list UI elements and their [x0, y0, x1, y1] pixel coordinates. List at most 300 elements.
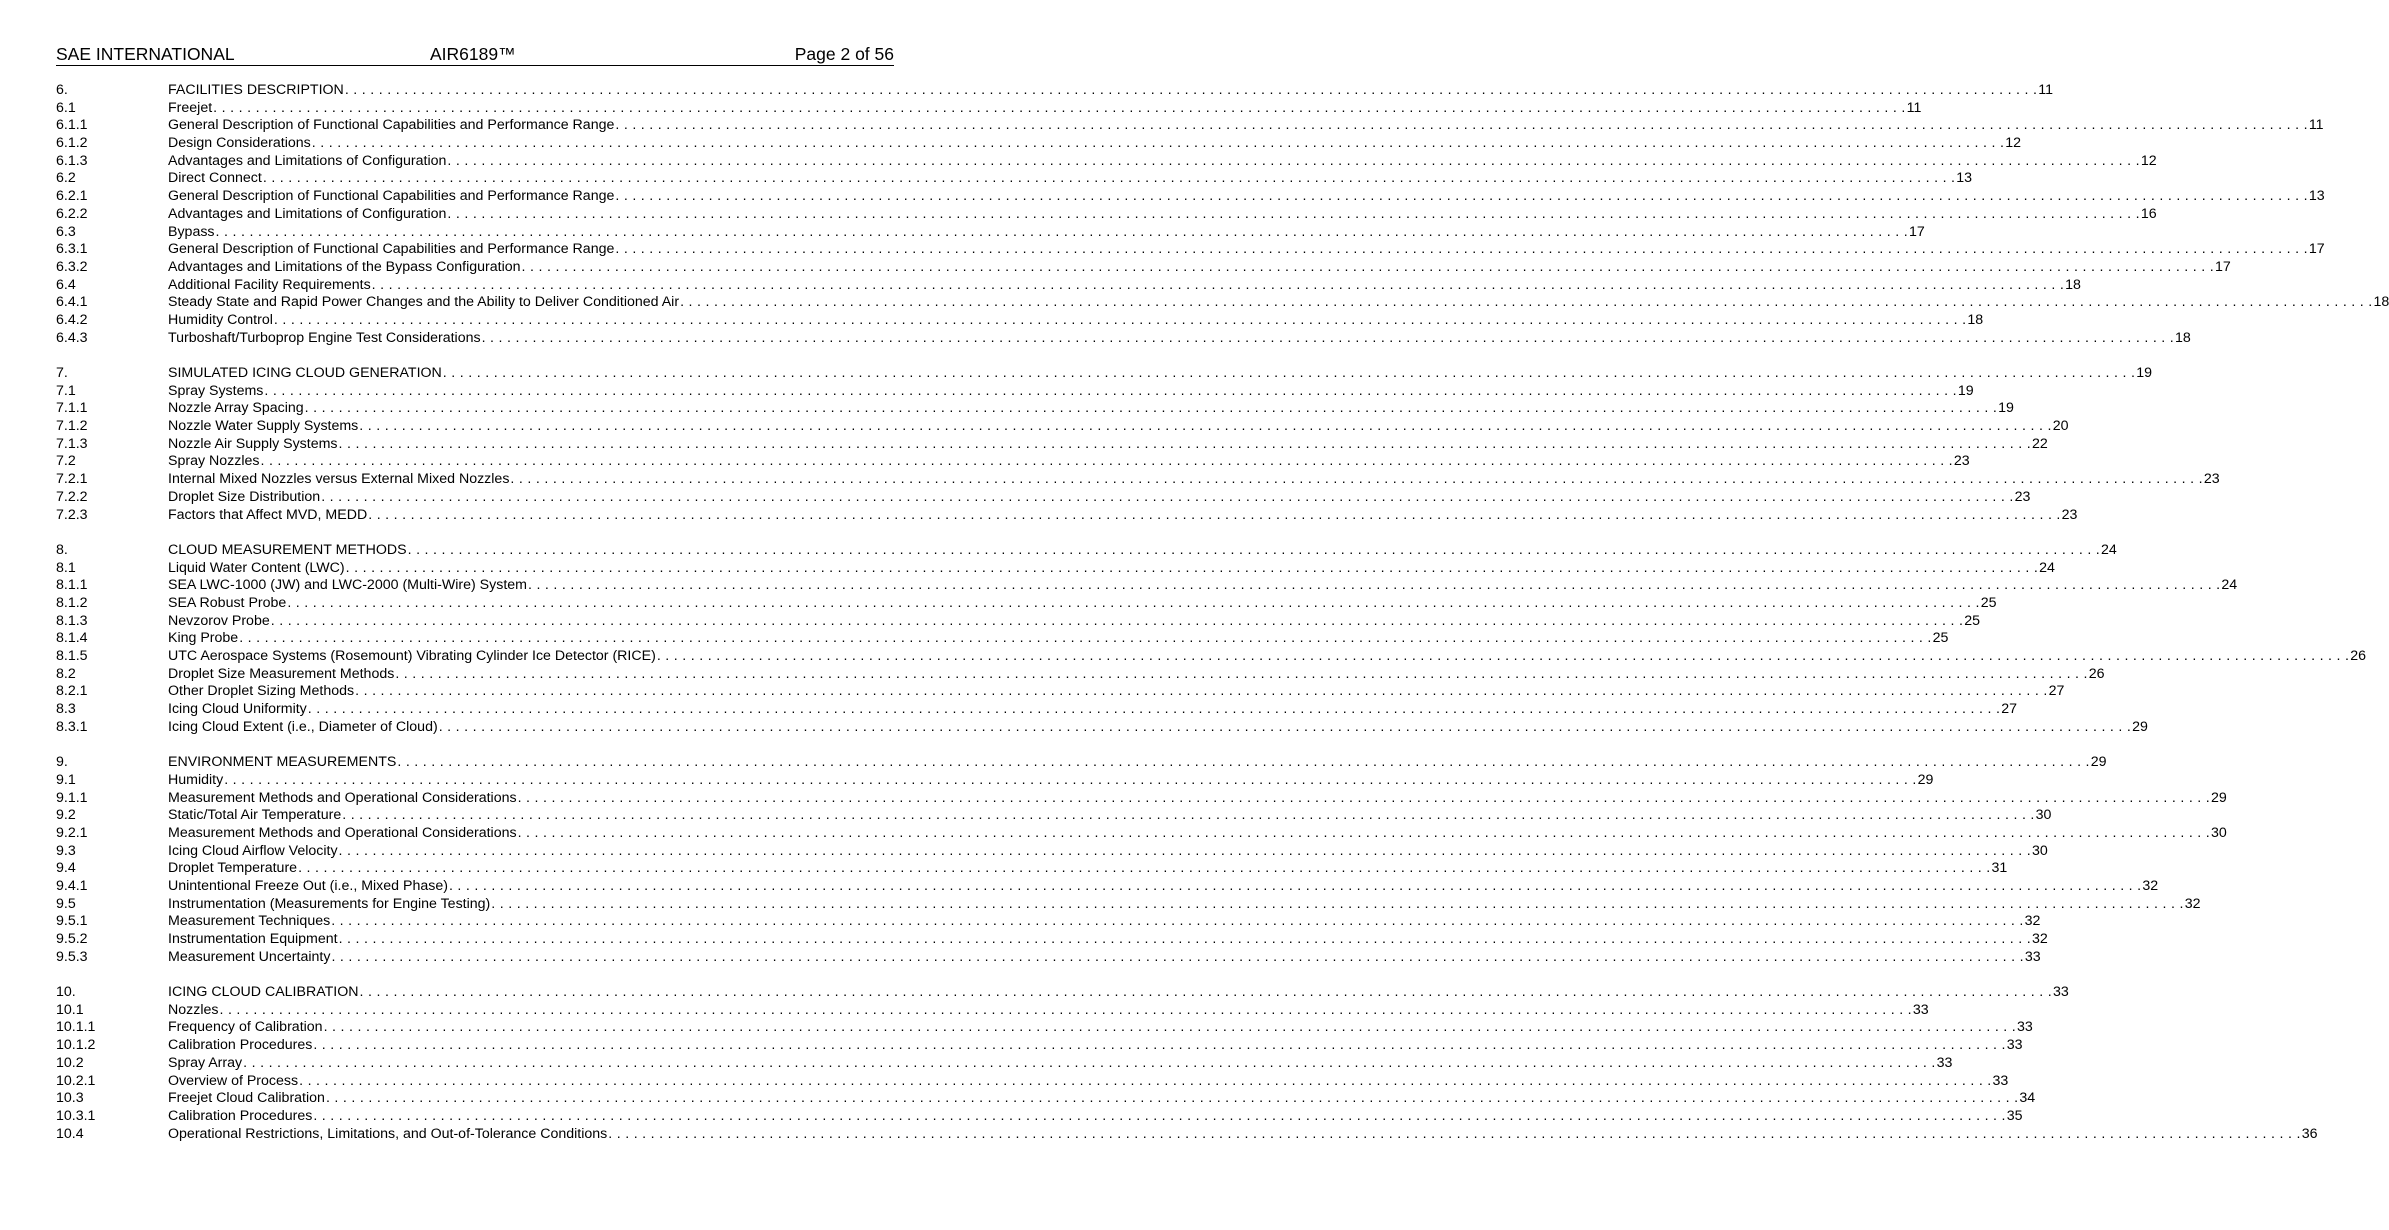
toc-entry[interactable]: [56, 1001, 1929, 1020]
toc-entry-page-number[interactable]: 20: [2052, 418, 2069, 435]
toc-entry-title[interactable]: Droplet Size Measurement Methods: [168, 665, 395, 682]
toc-entry[interactable]: [56, 400, 2014, 418]
toc-entry-title[interactable]: Instrumentation Equipment: [168, 931, 338, 947]
toc-entry[interactable]: [56, 913, 2041, 931]
toc-entry-title[interactable]: Additional Facility Requirements: [168, 276, 371, 293]
toc-entry[interactable]: [56, 594, 1997, 613]
dot-leader: . . . . . . . . . . . . . . . . . . . . . . . . . . . . . . . . . . . . . . . . . . . . . . . . . . . . . . . . . . . . . . . . . . . . . . . . . . . . . . . . . . . . . . . . . . . . . . . . . . . . . . . . . . . . . . . . . . . . . . . . . . . . . . . . . . . . . . . . . . . . . . . . . . . . . . . . . . . . . . . . . . . . . . . . . . . . . . . . . . . . . . . . . . . . . . . . . . . . . . . .: [298, 860, 1991, 877]
toc-entry-title[interactable]: Freejet Cloud Calibration: [168, 1090, 325, 1107]
toc-entry-page-number[interactable]: 29: [1917, 771, 1934, 788]
toc-entry-number: 10.3.1: [56, 1107, 96, 1124]
dot-leader: . . . . . . . . . . . . . . . . . . . . . . . . . . . . . . . . . . . . . . . . . . . . . . . . . . . . . . . . . . . . . . . . . . . . . . . . . . . . . . . . . . . . . . . . . . . . . . . . . . . . . . . . . . . . . . . . . . . . . . . . . . . . . . . . . . . . . . . . . . . . . . . . . . . . . . . . . . . . . . . . . . . . . . . . . . . . . . . . . . . . . . . . . . . . . . . . . . . . . . . .: [260, 453, 1953, 470]
dot-leader: . . . . . . . . . . . . . . . . . . . . . . . . . . . . . . . . . . . . . . . . . . . . . . . . . . . . . . . . . . . . . . . . . . . . . . . . . . . . . . . . . . . . . . . . . . . . . . . . . . . . . . . . . . . . . . . . . . . . . . . . . . . . . . . . . . . . . . . . . . . . . . . . . . . . . . . . . . . . . . . . . . . . . . . . . . . . . . . . . . . . . . . . . . . . . . . . . . . . . . . .: [368, 506, 2061, 523]
toc-entry-line: [168, 365, 2153, 383]
toc-entry-line: [168, 188, 2325, 206]
toc-entry-line: [168, 294, 2389, 312]
toc-entry-line: [168, 1054, 1953, 1073]
toc-entry-title[interactable]: Measurement Techniques: [168, 913, 331, 930]
toc-entry[interactable]: [56, 1054, 1953, 1073]
dot-leader: . . . . . . . . . . . . . . . . . . . . . . . . . . . . . . . . . . . . . . . . . . . . . . . . . . . . . . . . . . . . . . . . . . . . . . . . . . . . . . . . . . . . . . . . . . . . . . . . . . . . . . . . . . . . . . . . . . . . . . . . . . . . . . . . . . . . . . . . . . . . . . . . . . . . . . . . . . . . . . . . . . . . . . . . . . . . . . . . . . . . . . . . . . . . . . . . . . . . . . . .: [517, 789, 2211, 806]
toc-entry-page-number[interactable]: 23: [2014, 488, 2031, 505]
toc-entry-title[interactable]: Static/Total Air Temperature: [168, 807, 342, 824]
dot-leader: . . . . . . . . . . . . . . . . . . . . . . . . . . . . . . . . . . . . . . . . . . . . . . . . . . . . . . . . . . . . . . . . . . . . . . . . . . . . . . . . . . . . . . . . . . . . . . . . . . . . . . . . . . . . . . . . . . . . . . . . . . . . . . . . . . . . . . . . . . . . . . . . . . . . . . . . . . . . . . . . . . . . . . . . . . . . . . . . . . . . . . . . . . . . . . . . . . . . . . . .: [219, 1001, 1912, 1018]
toc-entry[interactable]: [56, 860, 2008, 878]
toc-entry-page-number[interactable]: 36: [2301, 1125, 2318, 1142]
toc-entry-line: [168, 630, 1949, 648]
toc-entry-line: [168, 612, 1980, 631]
toc-entry-page-number[interactable]: 17: [2215, 258, 2231, 275]
toc-entry-page-number[interactable]: 35: [2006, 1107, 2023, 1124]
toc-entry[interactable]: [56, 152, 2157, 171]
toc-entry-number: 8.: [56, 541, 68, 558]
dot-leader: . . . . . . . . . . . . . . . . . . . . . . . . . . . . . . . . . . . . . . . . . . . . . . . . . . . . . . . . . . . . . . . . . . . . . . . . . . . . . . . . . . . . . . . . . . . . . . . . . . . . . . . . . . . . . . . . . . . . . . . . . . . . . . . . . . . . . . . . . . . . . . . . . . . . . . . . . . . . . . . . . . . . . . . . . . . . . . . . . . . . . . . . . . . . . . . . . . . . . . . .: [359, 984, 2052, 1001]
toc-entry-page-number[interactable]: 25: [1964, 612, 1980, 629]
toc-entry-title[interactable]: Instrumentation (Measurements for Engine Testing): [168, 895, 491, 912]
toc-entry[interactable]: [56, 948, 2041, 967]
toc-entry-number: 8.3.1: [56, 718, 88, 735]
toc-entry[interactable]: [56, 771, 1934, 790]
toc-entry-title[interactable]: General Description of Functional Capabilities and Performance Range: [168, 117, 615, 134]
dot-leader: . . . . . . . . . . . . . . . . . . . . . . . . . . . . . . . . . . . . . . . . . . . . . . . . . . . . . . . . . . . . . . . . . . . . . . . . . . . . . . . . . . . . . . . . . . . . . . . . . . . . . . . . . . . . . . . . . . . . . . . . . . . . . . . . . . . . . . . . . . . . . . . . . . . . . . . . . . . . . . . . . . . . . . . . . . . . . . . . . . . . . . . . . . . . . . . . . . . . . . . .: [313, 1107, 2006, 1124]
toc-entry-number: 7.: [56, 365, 68, 381]
toc-entry-title[interactable]: Humidity: [168, 771, 224, 788]
toc-entry-page-number[interactable]: 12: [2005, 135, 2021, 152]
toc-entry-page-number[interactable]: 33: [2052, 984, 2069, 1001]
toc-entry-title[interactable]: Turboshaft/Turboprop Engine Test Considerations: [168, 329, 481, 346]
toc-entry[interactable]: [56, 117, 2324, 135]
dot-leader: . . . . . . . . . . . . . . . . . . . . . . . . . . . . . . . . . . . . . . . . . . . . . . . . . . . . . . . . . . . . . . . . . . . . . . . . . . . . . . . . . . . . . . . . . . . . . . . . . . . . . . . . . . . . . . . . . . . . . . . . . . . . . . . . . . . . . . . . . . . . . . . . . . . . . . . . . . . . . . . . . . . . . . . . . . . . . . . . . . . . . . . . . . . . . . . . . . . . . . . .: [311, 135, 2005, 152]
toc-entry-line: [168, 135, 2021, 153]
toc-entry-line: [168, 1090, 2036, 1108]
toc-entry-title[interactable]: Nozzle Water Supply Systems: [168, 418, 359, 435]
toc-entry-title[interactable]: Icing Cloud Uniformity: [168, 701, 307, 718]
toc-entry[interactable]: [56, 559, 2055, 578]
dot-leader: . . . . . . . . . . . . . . . . . . . . . . . . . . . . . . . . . . . . . . . . . . . . . . . . . . . . . . . . . . . . . . . . . . . . . . . . . . . . . . . . . . . . . . . . . . . . . . . . . . . . . . . . . . . . . . . . . . . . . . . . . . . . . . . . . . . . . . . . . . . . . . . . . . . . . . . . . . . . . . . . . . . . . . . . . . . . . . . . . . . . . . . . . . . . . . . . . . . . . . . .: [397, 754, 2090, 771]
toc-entry[interactable]: [56, 205, 2157, 224]
toc-entry-title[interactable]: General Description of Functional Capabilities and Performance Range: [168, 188, 615, 205]
toc-entry-number: 7.2.1: [56, 471, 88, 488]
toc-entry-line: [168, 913, 2041, 931]
toc-entry-page-number[interactable]: 24: [2101, 541, 2117, 558]
toc-entry-number: 10.3: [56, 1090, 84, 1107]
toc-entry[interactable]: [56, 984, 2069, 1002]
toc-entry-number: 6.2.2: [56, 205, 88, 222]
toc-entry-line: [168, 1107, 2023, 1126]
toc-section: [56, 541, 2367, 737]
dot-leader: . . . . . . . . . . . . . . . . . . . . . . . . . . . . . . . . . . . . . . . . . . . . . . . . . . . . . . . . . . . . . . . . . . . . . . . . . . . . . . . . . . . . . . . . . . . . . . . . . . . . . . . . . . . . . . . . . . . . . . . . . . . . . . . . . . . . . . . . . . . . . . . . . . . . . . . . . . . . . . . . . . . . . . . . . . . . . . . . . . . . . . . . . . . . . . . . . . . . . . . .: [262, 170, 1956, 187]
toc-entry-number: 9.5.1: [56, 913, 88, 930]
toc-entry[interactable]: [56, 418, 2069, 436]
toc-entry-title[interactable]: Freejet: [168, 99, 213, 116]
toc-entry[interactable]: [56, 683, 2065, 701]
toc-entry-page-number[interactable]: 22: [2031, 435, 2048, 452]
toc-entry-number: 9.2.1: [56, 824, 88, 841]
toc-entry[interactable]: [56, 188, 2325, 206]
dot-leader: . . . . . . . . . . . . . . . . . . . . . . . . . . . . . . . . . . . . . . . . . . . . . . . . . . . . . . . . . . . . . . . . . . . . . . . . . . . . . . . . . . . . . . . . . . . . . . . . . . . . . . . . . . . . . . . . . . . . . . . . . . . . . . . . . . . . . . . . . . . . . . . . . . . . . . . . . . . . . . . . . . . . . . . . . . . . . . . . . . . . . . . . . . . . . . . . . . . . . . . .: [213, 99, 1906, 116]
toc-entry-number: 10.2.1: [56, 1072, 96, 1089]
toc-entry-title[interactable]: Nozzle Array Spacing: [168, 400, 304, 417]
toc-entry-page-number[interactable]: 29: [2211, 789, 2227, 806]
toc-entry-page-number[interactable]: 17: [2308, 241, 2325, 258]
toc-entry-number: 7.2: [56, 453, 76, 470]
toc-entry-number: 6.2.1: [56, 188, 88, 205]
dot-leader: . . . . . . . . . . . . . . . . . . . . . . . . . . . . . . . . . . . . . . . . . . . . . . . . . . . . . . . . . . . . . . . . . . . . . . . . . . . . . . . . . . . . . . . . . . . . . . . . . . . . . . . . . . . . . . . . . . . . . . . . . . . . . . . . . . . . . . . . . . . . . . . . . . . . . . . . . . . . . . . . . . . . . . . . . . . . . . . . . . . . . . . . . . . . . . . . . . . . . . . .: [304, 400, 1998, 417]
toc-entry-number: 6.4.3: [56, 329, 88, 346]
toc-entry[interactable]: [56, 612, 1980, 631]
toc-entry-number: 9.5: [56, 895, 76, 912]
toc-entry-line: [168, 984, 2069, 1002]
toc-entry-page-number[interactable]: 18: [1967, 311, 1984, 328]
dot-leader: . . . . . . . . . . . . . . . . . . . . . . . . . . . . . . . . . . . . . . . . . . . . . . . . . . . . . . . . . . . . . . . . . . . . . . . . . . . . . . . . . . . . . . . . . . . . . . . . . . . . . . . . . . . . . . . . . . . . . . . . . . . . . . . . . . . . . . . . . . . . . . . . . . . . . . . . . . . . . . . . . . . . . . . . . . . . . . . . . . . . . . . . . . . . . . . . . . . . . . . .: [342, 807, 2035, 824]
toc-entry-line: [168, 665, 2105, 684]
toc-entry[interactable]: [56, 877, 2159, 896]
toc-entry-number: 7.1: [56, 382, 76, 399]
dot-leader: . . . . . . . . . . . . . . . . . . . . . . . . . . . . . . . . . . . . . . . . . . . . . . . . . . . . . . . . . . . . . . . . . . . . . . . . . . . . . . . . . . . . . . . . . . . . . . . . . . . . . . . . . . . . . . . . . . . . . . . . . . . . . . . . . . . . . . . . . . . . . . . . . . . . . . . . . . . . . . . . . . . . . . . . . . . . . . . . . . . . . . . . . . . . . . . . . . . . . . . .: [395, 665, 2088, 682]
dot-leader: . . . . . . . . . . . . . . . . . . . . . . . . . . . . . . . . . . . . . . . . . . . . . . . . . . . . . . . . . . . . . . . . . . . . . . . . . . . . . . . . . . . . . . . . . . . . . . . . . . . . . . . . . . . . . . . . . . . . . . . . . . . . . . . . . . . . . . . . . . . . . . . . . . . . . . . . . . . . . . . . . . . . . . . . . . . . . . . . . . . . . . . . . . . . . . . . . . . . . . . .: [344, 82, 2038, 98]
toc-entry[interactable]: [56, 789, 2227, 808]
dot-leader: . . . . . . . . . . . . . . . . . . . . . . . . . . . . . . . . . . . . . . . . . . . . . . . . . . . . . . . . . . . . . . . . . . . . . . . . . . . . . . . . . . . . . . . . . . . . . . . . . . . . . . . . . . . . . . . . . . . . . . . . . . . . . . . . . . . . . . . . . . . . . . . . . . . . . . . . . . . . . . . . . . . . . . . . . . . . . . . . . . . . . . . . . . . . . . . . . . . . . . . .: [313, 1037, 2006, 1054]
toc-entry-page-number[interactable]: 31: [1991, 860, 2008, 877]
toc-entry-title[interactable]: Measurement Uncertainty: [168, 948, 331, 965]
toc-entry-line: [168, 931, 2048, 949]
toc-entry-title[interactable]: Nevzorov Probe: [168, 612, 270, 629]
toc-entry-page-number[interactable]: 33: [2006, 1037, 2023, 1054]
toc-entry-number: 10.4: [56, 1125, 84, 1142]
dot-leader: . . . . . . . . . . . . . . . . . . . . . . . . . . . . . . . . . . . . . . . . . . . . . . . . . . . . . . . . . . . . . . . . . . . . . . . . . . . . . . . . . . . . . . . . . . . . . . . . . . . . . . . . . . . . . . . . . . . . . . . . . . . . . . . . . . . . . . . . . . . . . . . . . . . . . . . . . . . . . . . . . . . . . . . . . . . . . . . . . . . . . . . . . . . . . . . . . . . . . . . .: [680, 294, 2373, 311]
toc-entry-page-number[interactable]: 27: [2001, 701, 2018, 718]
toc-entry-number: 8.1: [56, 559, 76, 576]
toc-entry[interactable]: [56, 1072, 2009, 1091]
dot-leader: . . . . . . . . . . . . . . . . . . . . . . . . . . . . . . . . . . . . . . . . . . . . . . . . . . . . . . . . . . . . . . . . . . . . . . . . . . . . . . . . . . . . . . . . . . . . . . . . . . . . . . . . . . . . . . . . . . . . . . . . . . . . . . . . . . . . . . . . . . . . . . . . . . . . . . . . . . . . . . . . . . . . . . . . . . . . . . . . . . . . . . . . . . . . . . . . . . . . . . . .: [521, 258, 2214, 275]
toc-entry-line: [168, 117, 2324, 135]
toc-entry-line: [168, 99, 1922, 118]
toc-entry-title[interactable]: Calibration Procedures: [168, 1107, 313, 1124]
toc-entry[interactable]: [56, 435, 2048, 454]
toc-entry[interactable]: [56, 577, 2238, 595]
toc-entry-line: [168, 860, 2008, 878]
toc-entry-page-number[interactable]: 19: [2136, 365, 2153, 381]
dot-leader: . . . . . . . . . . . . . . . . . . . . . . . . . . . . . . . . . . . . . . . . . . . . . . . . . . . . . . . . . . . . . . . . . . . . . . . . . . . . . . . . . . . . . . . . . . . . . . . . . . . . . . . . . . . . . . . . . . . . . . . . . . . . . . . . . . . . . . . . . . . . . . . . . . . . . . . . . . . . . . . . . . . . . . . . . . . . . . . . . . . . . . . . . . . . . . . . . . . . . . . .: [615, 188, 2308, 205]
toc-entry-number: 10.: [56, 984, 76, 1001]
dot-leader: . . . . . . . . . . . . . . . . . . . . . . . . . . . . . . . . . . . . . . . . . . . . . . . . . . . . . . . . . . . . . . . . . . . . . . . . . . . . . . . . . . . . . . . . . . . . . . . . . . . . . . . . . . . . . . . . . . . . . . . . . . . . . . . . . . . . . . . . . . . . . . . . . . . . . . . . . . . . . . . . . . . . . . . . . . . . . . . . . . . . . . . . . . . . . . . . . . . . . . . .: [407, 541, 2101, 558]
dot-leader: . . . . . . . . . . . . . . . . . . . . . . . . . . . . . . . . . . . . . . . . . . . . . . . . . . . . . . . . . . . . . . . . . . . . . . . . . . . . . . . . . . . . . . . . . . . . . . . . . . . . . . . . . . . . . . . . . . . . . . . . . . . . . . . . . . . . . . . . . . . . . . . . . . . . . . . . . . . . . . . . . . . . . . . . . . . . . . . . . . . . . . . . . . . . . . . . . . . . . . . .: [243, 1054, 1936, 1071]
toc-entry-line: [168, 1019, 2033, 1037]
toc-entry[interactable]: [56, 895, 2201, 914]
toc-entry-page-number[interactable]: 32: [2032, 931, 2048, 947]
toc-entry-number: 9.4.1: [56, 877, 88, 894]
toc-entry[interactable]: [56, 842, 2048, 861]
toc-entry[interactable]: [56, 329, 2191, 348]
toc-entry[interactable]: [56, 1037, 2023, 1055]
toc-entry-line: [168, 577, 2238, 595]
toc-entry-number: 6.4.2: [56, 311, 88, 328]
toc-entry[interactable]: [56, 453, 1970, 471]
toc-entry-page-number[interactable]: 32: [2142, 877, 2159, 894]
toc-entry[interactable]: [56, 754, 2107, 772]
toc-entry-number: 9.5.3: [56, 948, 88, 965]
toc-entry-page-number[interactable]: 23: [1953, 453, 1970, 470]
toc-entry-number: 9.3: [56, 842, 76, 859]
toc-entry[interactable]: [56, 135, 2021, 153]
toc-entry-line: [168, 842, 2048, 861]
dot-leader: . . . . . . . . . . . . . . . . . . . . . . . . . . . . . . . . . . . . . . . . . . . . . . . . . . . . . . . . . . . . . . . . . . . . . . . . . . . . . . . . . . . . . . . . . . . . . . . . . . . . . . . . . . . . . . . . . . . . . . . . . . . . . . . . . . . . . . . . . . . . . . . . . . . . . . . . . . . . . . . . . . . . . . . . . . . . . . . . . . . . . . . . . . . . . . . . . . . . . . . .: [287, 594, 1980, 611]
dot-leader: . . . . . . . . . . . . . . . . . . . . . . . . . . . . . . . . . . . . . . . . . . . . . . . . . . . . . . . . . . . . . . . . . . . . . . . . . . . . . . . . . . . . . . . . . . . . . . . . . . . . . . . . . . . . . . . . . . . . . . . . . . . . . . . . . . . . . . . . . . . . . . . . . . . . . . . . . . . . . . . . . . . . . . . . . . . . . . . . . . . . . . . . . . . . . . . . . . . . . . . .: [345, 559, 2039, 576]
toc-entry-line: [168, 205, 2157, 224]
toc-entry-title[interactable]: Overview of Process: [168, 1072, 299, 1089]
toc-entry[interactable]: [56, 294, 2389, 312]
toc-entry-page-number[interactable]: 32: [2184, 895, 2201, 912]
toc-entry-title[interactable]: Droplet Size Distribution: [168, 488, 321, 505]
toc-entry[interactable]: [56, 1090, 2036, 1108]
toc-entry-number: 8.1.3: [56, 612, 88, 629]
toc-entry-page-number[interactable]: 25: [1980, 594, 1997, 611]
toc-entry-page-number[interactable]: 24: [2221, 577, 2238, 594]
toc-entry-number: 9.: [56, 754, 68, 771]
toc-entry-number: 8.1.5: [56, 648, 88, 664]
document-number: AIR6189™: [430, 44, 516, 64]
toc-entry-page-number[interactable]: 23: [2203, 471, 2220, 488]
toc-entry-line: [168, 276, 2081, 295]
toc-entry-title[interactable]: Liquid Water Content (LWC): [168, 559, 345, 576]
toc-entry-page-number[interactable]: 33: [1936, 1054, 1953, 1071]
dot-leader: . . . . . . . . . . . . . . . . . . . . . . . . . . . . . . . . . . . . . . . . . . . . . . . . . . . . . . . . . . . . . . . . . . . . . . . . . . . . . . . . . . . . . . . . . . . . . . . . . . . . . . . . . . . . . . . . . . . . . . . . . . . . . . . . . . . . . . . . . . . . . . . . . . . . . . . . . . . . . . . . . . . . . . . . . . . . . . . . . . . . . . . . . . . . . . . . . . . . . . . .: [510, 471, 2203, 488]
toc-entry-title[interactable]: Droplet Temperature: [168, 860, 298, 877]
toc-entry-line: [168, 771, 1934, 790]
toc-entry[interactable]: [56, 471, 2220, 489]
toc-entry-title[interactable]: Nozzle Air Supply Systems: [168, 435, 338, 452]
toc-entry-title[interactable]: Icing Cloud Airflow Velocity: [168, 842, 338, 859]
toc-entry-line: [168, 170, 1973, 188]
toc-entry[interactable]: [56, 665, 2105, 684]
toc-entry-page-number[interactable]: 25: [1932, 630, 1949, 647]
dot-leader: . . . . . . . . . . . . . . . . . . . . . . . . . . . . . . . . . . . . . . . . . . . . . . . . . . . . . . . . . . . . . . . . . . . . . . . . . . . . . . . . . . . . . . . . . . . . . . . . . . . . . . . . . . . . . . . . . . . . . . . . . . . . . . . . . . . . . . . . . . . . . . . . . . . . . . . . . . . . . . . . . . . . . . . . . . . . . . . . . . . . . . . . . . . . . . . . . . . . . . . .: [447, 152, 2140, 169]
toc-entry-title[interactable]: General Description of Functional Capabilities and Performance Range: [168, 241, 615, 258]
toc-entry-title[interactable]: SEA Robust Probe: [168, 594, 287, 611]
toc-entry-page-number[interactable]: 19: [1957, 382, 1974, 399]
dot-leader: . . . . . . . . . . . . . . . . . . . . . . . . . . . . . . . . . . . . . . . . . . . . . . . . . . . . . . . . . . . . . . . . . . . . . . . . . . . . . . . . . . . . . . . . . . . . . . . . . . . . . . . . . . . . . . . . . . . . . . . . . . . . . . . . . . . . . . . . . . . . . . . . . . . . . . . . . . . . . . . . . . . . . . . . . . . . . . . . . . . . . . . . . . . . . . . . . . . . . . . .: [527, 577, 2221, 594]
dot-leader: . . . . . . . . . . . . . . . . . . . . . . . . . . . . . . . . . . . . . . . . . . . . . . . . . . . . . . . . . . . . . . . . . . . . . . . . . . . . . . . . . . . . . . . . . . . . . . . . . . . . . . . . . . . . . . . . . . . . . . . . . . . . . . . . . . . . . . . . . . . . . . . . . . . . . . . . . . . . . . . . . . . . . . . . . . . . . . . . . . . . . . . . . . . . . . . . . . . . . . . .: [270, 612, 1964, 629]
toc-entry-title[interactable]: SIMULATED ICING CLOUD GENERATION: [168, 365, 442, 381]
toc-entry-number: 8.1.4: [56, 630, 88, 647]
toc-entry-line: [168, 1001, 1929, 1020]
dot-leader: . . . . . . . . . . . . . . . . . . . . . . . . . . . . . . . . . . . . . . . . . . . . . . . . . . . . . . . . . . . . . . . . . . . . . . . . . . . . . . . . . . . . . . . . . . . . . . . . . . . . . . . . . . . . . . . . . . . . . . . . . . . . . . . . . . . . . . . . . . . . . . . . . . . . . . . . . . . . . . . . . . . . . . . . . . . . . . . . . . . . . . . . . . . . . . . . . . . . . . . .: [371, 276, 2065, 293]
toc-entry-page-number[interactable]: 33: [2017, 1019, 2033, 1036]
toc-section: [56, 984, 2318, 1143]
toc-entry[interactable]: [56, 718, 2148, 737]
toc-entry[interactable]: [56, 223, 1925, 242]
toc-entry-number: 8.1.1: [56, 577, 88, 594]
toc-entry-title[interactable]: Unintentional Freeze Out (i.e., Mixed Phase): [168, 877, 448, 894]
toc-entry-title[interactable]: Operational Restrictions, Limitations, and Out-of-Tolerance Conditions: [168, 1125, 608, 1142]
dot-leader: . . . . . . . . . . . . . . . . . . . . . . . . . . . . . . . . . . . . . . . . . . . . . . . . . . . . . . . . . . . . . . . . . . . . . . . . . . . . . . . . . . . . . . . . . . . . . . . . . . . . . . . . . . . . . . . . . . . . . . . . . . . . . . . . . . . . . . . . . . . . . . . . . . . . . . . . . . . . . . . . . . . . . . . . . . . . . . . . . . . . . . . . . . . . . . . . . . . . . . . .: [239, 630, 1932, 647]
toc-entry-title[interactable]: Icing Cloud Extent (i.e., Diameter of Cloud): [168, 718, 438, 735]
toc-entry-page-number[interactable]: 19: [1998, 400, 2014, 417]
toc-entry-page-number[interactable]: 30: [2032, 842, 2048, 859]
toc-entry-line: [168, 1037, 2023, 1055]
dot-leader: . . . . . . . . . . . . . . . . . . . . . . . . . . . . . . . . . . . . . . . . . . . . . . . . . . . . . . . . . . . . . . . . . . . . . . . . . . . . . . . . . . . . . . . . . . . . . . . . . . . . . . . . . . . . . . . . . . . . . . . . . . . . . . . . . . . . . . . . . . . . . . . . . . . . . . . . . . . . . . . . . . . . . . . . . . . . . . . . . . . . . . . . . . . . . . . . . . . . . . . .: [331, 913, 2024, 930]
toc-entry-number: 10.1.1: [56, 1019, 96, 1036]
toc-entry-number: 9.1.1: [56, 789, 88, 806]
toc-entry-page-number[interactable]: 11: [2308, 117, 2324, 134]
toc-entry-page-number[interactable]: 18: [2065, 276, 2081, 293]
toc-entry[interactable]: [56, 824, 2227, 843]
toc-entry[interactable]: [56, 241, 2325, 259]
toc-entry-title[interactable]: Frequency of Calibration: [168, 1019, 323, 1036]
toc-entry-title[interactable]: Humidity Control: [168, 311, 273, 328]
dot-leader: . . . . . . . . . . . . . . . . . . . . . . . . . . . . . . . . . . . . . . . . . . . . . . . . . . . . . . . . . . . . . . . . . . . . . . . . . . . . . . . . . . . . . . . . . . . . . . . . . . . . . . . . . . . . . . . . . . . . . . . . . . . . . . . . . . . . . . . . . . . . . . . . . . . . . . . . . . . . . . . . . . . . . . . . . . . . . . . . . . . . . . . . . . . . . . . . . . . . . . . .: [307, 701, 2001, 718]
toc-entry-title[interactable]: Calibration Procedures: [168, 1037, 313, 1054]
toc-entry-page-number[interactable]: 13: [2308, 188, 2325, 205]
toc-entry-title[interactable]: Design Considerations: [168, 135, 311, 152]
toc-entry-line: [168, 400, 2014, 418]
toc-entry[interactable]: [56, 648, 2367, 666]
toc-entry-page-number[interactable]: 30: [2035, 807, 2052, 824]
toc-entry-title[interactable]: Spray Systems: [168, 382, 264, 399]
toc-entry-number: 6.1.1: [56, 117, 88, 134]
toc-entry-page-number[interactable]: 18: [2373, 294, 2389, 311]
toc-entry-page-number[interactable]: 27: [2048, 683, 2065, 700]
toc-entry-title[interactable]: Other Droplet Sizing Methods: [168, 683, 355, 700]
toc-entry-number: 10.1.2: [56, 1037, 96, 1054]
dot-leader: . . . . . . . . . . . . . . . . . . . . . . . . . . . . . . . . . . . . . . . . . . . . . . . . . . . . . . . . . . . . . . . . . . . . . . . . . . . . . . . . . . . . . . . . . . . . . . . . . . . . . . . . . . . . . . . . . . . . . . . . . . . . . . . . . . . . . . . . . . . . . . . . . . . . . . . . . . . . . . . . . . . . . . . . . . . . . . . . . . . . . . . . . . . . . . . . . . . . . . . .: [323, 1019, 2017, 1036]
toc-entry-title[interactable]: CLOUD MEASUREMENT METHODS: [168, 541, 407, 558]
toc-entry-page-number[interactable]: 30: [2211, 824, 2227, 841]
dot-leader: . . . . . . . . . . . . . . . . . . . . . . . . . . . . . . . . . . . . . . . . . . . . . . . . . . . . . . . . . . . . . . . . . . . . . . . . . . . . . . . . . . . . . . . . . . . . . . . . . . . . . . . . . . . . . . . . . . . . . . . . . . . . . . . . . . . . . . . . . . . . . . . . . . . . . . . . . . . . . . . . . . . . . . . . . . . . . . . . . . . . . . . . . . . . . . . . . . . . . . . .: [438, 718, 2132, 735]
toc-entry-line: [168, 594, 1997, 613]
toc-entry-number: 6.1.2: [56, 135, 88, 152]
toc-entry[interactable]: [56, 541, 2117, 560]
toc-entry-title[interactable]: Factors that Affect MVD, MEDD: [168, 506, 368, 523]
toc-entry-page-number[interactable]: 23: [2061, 506, 2078, 523]
toc-entry-line: [168, 329, 2191, 348]
toc-entry-page-number[interactable]: 34: [2019, 1090, 2036, 1107]
toc-entry[interactable]: [56, 701, 2018, 719]
toc-entry-page-number[interactable]: 32: [2024, 913, 2041, 930]
toc-section: [56, 82, 2389, 347]
toc-entry-title[interactable]: King Probe: [168, 630, 239, 647]
toc-entry-title[interactable]: Spray Nozzles: [168, 453, 260, 470]
table-of-contents: [56, 82, 2389, 1161]
toc-entry[interactable]: [56, 1107, 2023, 1126]
toc-entry-page-number[interactable]: 26: [2088, 665, 2105, 682]
toc-entry-page-number[interactable]: 16: [2140, 205, 2157, 222]
toc-entry-line: [168, 683, 2065, 701]
dot-leader: . . . . . . . . . . . . . . . . . . . . . . . . . . . . . . . . . . . . . . . . . . . . . . . . . . . . . . . . . . . . . . . . . . . . . . . . . . . . . . . . . . . . . . . . . . . . . . . . . . . . . . . . . . . . . . . . . . . . . . . . . . . . . . . . . . . . . . . . . . . . . . . . . . . . . . . . . . . . . . . . . . . . . . . . . . . . . . . . . . . . . . . . . . . . . . . . . . . . . . . .: [264, 382, 1957, 399]
toc-entry-line: [168, 1125, 2318, 1144]
toc-entry-line: [168, 718, 2148, 737]
toc-entry-title[interactable]: Direct Connect: [168, 170, 262, 187]
toc-entry-line: [168, 471, 2220, 489]
toc-entry[interactable]: [56, 99, 1922, 118]
toc-entry-number: 6.3.2: [56, 258, 88, 275]
dot-leader: . . . . . . . . . . . . . . . . . . . . . . . . . . . . . . . . . . . . . . . . . . . . . . . . . . . . . . . . . . . . . . . . . . . . . . . . . . . . . . . . . . . . . . . . . . . . . . . . . . . . . . . . . . . . . . . . . . . . . . . . . . . . . . . . . . . . . . . . . . . . . . . . . . . . . . . . . . . . . . . . . . . . . . . . . . . . . . . . . . . . . . . . . . . . . . . . . . . . . . . .: [447, 205, 2140, 222]
toc-entry-number: 6.4.1: [56, 294, 88, 311]
toc-entry[interactable]: [56, 258, 2231, 277]
toc-entry-line: [168, 789, 2227, 808]
toc-entry-number: 6.3.1: [56, 241, 88, 258]
toc-entry-title[interactable]: Advantages and Limitations of Configuration: [168, 205, 447, 222]
toc-entry-number: 7.2.2: [56, 488, 88, 505]
toc-entry-page-number[interactable]: 11: [1906, 99, 1922, 116]
toc-entry-line: [168, 223, 1925, 242]
toc-entry-line: [168, 559, 2055, 578]
toc-entry-page-number[interactable]: 33: [1992, 1072, 2009, 1089]
toc-entry-title[interactable]: ENVIRONMENT MEASUREMENTS: [168, 754, 397, 771]
toc-entry-number: 7.1.3: [56, 435, 88, 452]
toc-entry-title[interactable]: ICING CLOUD CALIBRATION: [168, 984, 359, 1001]
toc-entry-title[interactable]: FACILITIES DESCRIPTION: [168, 82, 344, 98]
toc-entry[interactable]: [56, 506, 2078, 525]
toc-entry-number: 6.1.3: [56, 152, 88, 169]
toc-entry-number: 7.1.1: [56, 400, 88, 417]
toc-entry-line: [168, 506, 2078, 525]
toc-entry-title[interactable]: Spray Array: [168, 1054, 243, 1071]
toc-entry-page-number[interactable]: 13: [1956, 170, 1973, 187]
toc-entry[interactable]: [56, 276, 2081, 295]
toc-entry-title[interactable]: Advantages and Limitations of Configuration: [168, 152, 447, 169]
toc-entry-number: 6.2: [56, 170, 76, 187]
toc-entry[interactable]: [56, 1019, 2033, 1037]
toc-entry[interactable]: [56, 488, 2031, 507]
toc-entry-page-number[interactable]: 29: [2132, 718, 2148, 735]
toc-entry-page-number[interactable]: 17: [1908, 223, 1925, 240]
toc-entry-title[interactable]: Internal Mixed Nozzles versus External Mixed Nozzles: [168, 471, 510, 488]
toc-entry[interactable]: [56, 82, 2053, 100]
toc-entry-page-number[interactable]: 18: [2175, 329, 2191, 346]
toc-entry-title[interactable]: Measurement Methods and Operational Considerations: [168, 789, 517, 806]
dot-leader: . . . . . . . . . . . . . . . . . . . . . . . . . . . . . . . . . . . . . . . . . . . . . . . . . . . . . . . . . . . . . . . . . . . . . . . . . . . . . . . . . . . . . . . . . . . . . . . . . . . . . . . . . . . . . . . . . . . . . . . . . . . . . . . . . . . . . . . . . . . . . . . . . . . . . . . . . . . . . . . . . . . . . . . . . . . . . . . . . . . . . . . . . . . . . . . . . . . . . . . .: [448, 877, 2142, 894]
toc-entry-number: 9.2: [56, 807, 76, 824]
dot-leader: . . . . . . . . . . . . . . . . . . . . . . . . . . . . . . . . . . . . . . . . . . . . . . . . . . . . . . . . . . . . . . . . . . . . . . . . . . . . . . . . . . . . . . . . . . . . . . . . . . . . . . . . . . . . . . . . . . . . . . . . . . . . . . . . . . . . . . . . . . . . . . . . . . . . . . . . . . . . . . . . . . . . . . . . . . . . . . . . . . . . . . . . . . . . . . . . . . . . . . . .: [517, 824, 2211, 841]
toc-entry-page-number[interactable]: 24: [2039, 559, 2055, 576]
dot-leader: . . . . . . . . . . . . . . . . . . . . . . . . . . . . . . . . . . . . . . . . . . . . . . . . . . . . . . . . . . . . . . . . . . . . . . . . . . . . . . . . . . . . . . . . . . . . . . . . . . . . . . . . . . . . . . . . . . . . . . . . . . . . . . . . . . . . . . . . . . . . . . . . . . . . . . . . . . . . . . . . . . . . . . . . . . . . . . . . . . . . . . . . . . . . . . . . . . . . . . . .: [273, 311, 1967, 328]
toc-entry[interactable]: [56, 365, 2153, 383]
toc-entry-page-number[interactable]: 33: [1912, 1001, 1929, 1018]
toc-entry[interactable]: [56, 311, 1984, 330]
toc-entry-title[interactable]: Advantages and Limitations of the Bypass Configuration: [168, 258, 521, 275]
dot-leader: . . . . . . . . . . . . . . . . . . . . . . . . . . . . . . . . . . . . . . . . . . . . . . . . . . . . . . . . . . . . . . . . . . . . . . . . . . . . . . . . . . . . . . . . . . . . . . . . . . . . . . . . . . . . . . . . . . . . . . . . . . . . . . . . . . . . . . . . . . . . . . . . . . . . . . . . . . . . . . . . . . . . . . . . . . . . . . . . . . . . . . . . . . . . . . . . . . . . . . . .: [338, 842, 2031, 859]
dot-leader: . . . . . . . . . . . . . . . . . . . . . . . . . . . . . . . . . . . . . . . . . . . . . . . . . . . . . . . . . . . . . . . . . . . . . . . . . . . . . . . . . . . . . . . . . . . . . . . . . . . . . . . . . . . . . . . . . . . . . . . . . . . . . . . . . . . . . . . . . . . . . . . . . . . . . . . . . . . . . . . . . . . . . . . . . . . . . . . . . . . . . . . . . . . . . . . . . . . . . . . .: [338, 931, 2032, 947]
toc-entry-line: [168, 754, 2107, 772]
toc-entry[interactable]: [56, 630, 1949, 648]
toc-entry-title[interactable]: Steady State and Rapid Power Changes and the Ability to Deliver Conditioned Air: [168, 294, 680, 311]
toc-entry-number: 9.4: [56, 860, 76, 877]
toc-entry-line: [168, 824, 2227, 843]
toc-entry-line: [168, 241, 2325, 259]
toc-entry-page-number[interactable]: 26: [2350, 648, 2367, 664]
toc-entry-page-number[interactable]: 11: [2038, 82, 2053, 98]
toc-entry[interactable]: [56, 170, 1973, 188]
toc-entry-title[interactable]: Nozzles: [168, 1001, 219, 1018]
toc-entry[interactable]: [56, 807, 2052, 825]
toc-entry-title[interactable]: SEA LWC-1000 (JW) and LWC-2000 (Multi-Wire) System: [168, 577, 527, 594]
toc-entry-page-number[interactable]: 12: [2140, 152, 2157, 169]
toc-entry-title[interactable]: Measurement Methods and Operational Considerations: [168, 824, 517, 841]
toc-entry-title[interactable]: Bypass: [168, 223, 215, 240]
toc-entry-page-number[interactable]: 29: [2090, 754, 2107, 771]
toc-entry[interactable]: [56, 382, 1974, 401]
toc-entry-number: 8.3: [56, 701, 76, 718]
toc-entry-line: [168, 258, 2231, 277]
toc-section: [56, 754, 2227, 966]
toc-entry[interactable]: [56, 1125, 2318, 1144]
dot-leader: . . . . . . . . . . . . . . . . . . . . . . . . . . . . . . . . . . . . . . . . . . . . . . . . . . . . . . . . . . . . . . . . . . . . . . . . . . . . . . . . . . . . . . . . . . . . . . . . . . . . . . . . . . . . . . . . . . . . . . . . . . . . . . . . . . . . . . . . . . . . . . . . . . . . . . . . . . . . . . . . . . . . . . . . . . . . . . . . . . . . . . . . . . . . . . . . . . . . . . . .: [338, 435, 2031, 452]
toc-entry-title[interactable]: UTC Aerospace Systems (Rosemount) Vibrating Cylinder Ice Detector (RICE): [168, 648, 656, 664]
toc-entry-line: [168, 648, 2367, 666]
toc-entry-line: [168, 418, 2069, 436]
toc-entry[interactable]: [56, 931, 2048, 949]
toc-entry-page-number[interactable]: 33: [2024, 948, 2041, 965]
